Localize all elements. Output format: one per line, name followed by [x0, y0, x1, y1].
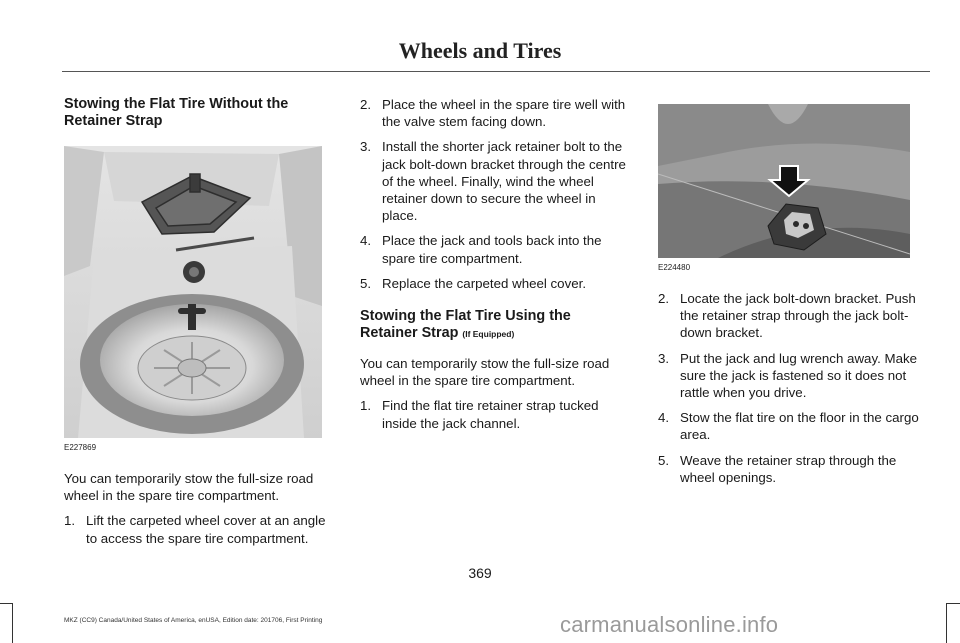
section-heading-with-strap: [360, 308, 632, 343]
figure-spare-tire-compartment: [64, 146, 326, 452]
watermark-text: carmanualsonline.info: [560, 612, 779, 637]
step-text: Stow the flat tire on the floor in the cargo area.: [680, 410, 919, 443]
list-item: [658, 452, 930, 486]
step-number: 4.: [360, 233, 372, 249]
heading-text: Stowing the Flat Tire Using the Retainer Strap: [360, 308, 571, 342]
list-item: [64, 512, 326, 546]
crop-mark: [946, 603, 947, 643]
list-item: [658, 409, 930, 443]
column-middle: [360, 96, 632, 432]
step-text: Place the jack and tools back into the spare tire compartment.: [382, 233, 602, 266]
step-text: Lift the carpeted wheel cover at an angle to access the spare tire compartment.: [86, 513, 326, 546]
step-number: 3.: [360, 139, 372, 155]
step-number: 2.: [658, 291, 670, 306]
list-item: [658, 290, 930, 342]
list-item: [360, 232, 632, 266]
step-text: Locate the jack bolt-down bracket. Push the retainer strap through the jack bolt-down bracket.: [680, 291, 916, 341]
step-text: Install the shorter jack retainer bolt to the jack bolt-down bracket through the centre of the wheel. Finally, wind the wheel retainer down to secure the wheel in place.: [382, 139, 626, 224]
column-left: [64, 96, 326, 547]
step-number: 4.: [658, 410, 670, 426]
figure-code: E227869: [64, 443, 97, 452]
step-number: 1.: [64, 513, 76, 529]
intro-paragraph: You can temporarily stow the full-size road wheel in the spare tire compartment.: [64, 471, 314, 504]
edition-footer: MKZ (CC9) Canada/United States of America, enUSA, Edition date: 201706, First Printing: [64, 617, 323, 624]
steps-list: [360, 96, 632, 292]
header-divider: [62, 71, 930, 72]
figure-code: E224480: [658, 263, 691, 272]
list-item: [360, 275, 632, 292]
step-number: 5.: [360, 275, 372, 291]
step-text: Put the jack and lug wrench away. Make sure the jack is fastened so it does not rattle when you drive.: [680, 350, 918, 401]
figure-jack-bracket: [658, 104, 930, 272]
spare-tire-compartment-illustration: [64, 146, 322, 438]
equipped-tag: (If Equipped): [462, 329, 515, 340]
step-number: 2.: [360, 97, 372, 112]
list-item: [360, 96, 632, 130]
crop-mark: [946, 603, 960, 604]
step-number: 1.: [360, 398, 372, 414]
step-text: Weave the retainer strap through the wheel openings.: [680, 452, 897, 485]
step-text: Replace the carpeted wheel cover.: [382, 275, 587, 291]
list-item: [360, 138, 632, 224]
step-number: 3.: [658, 350, 670, 366]
list-item: [658, 350, 930, 402]
steps-list: [658, 290, 930, 486]
step-text: Find the flat tire retainer strap tucked inside the jack channel.: [382, 398, 599, 431]
page-number: 369: [468, 565, 492, 581]
crop-mark: [12, 603, 13, 643]
steps-list: [360, 397, 632, 431]
crop-mark: [0, 603, 13, 604]
steps-list: [64, 512, 326, 546]
step-number: 5.: [658, 452, 670, 468]
column-right: [658, 96, 930, 486]
intro-paragraph: You can temporarily stow the full-size road wheel in the spare tire compartment.: [360, 356, 610, 389]
list-item: [360, 397, 632, 431]
step-text: Place the wheel in the spare tire well with the valve stem facing down.: [382, 97, 626, 130]
jack-bracket-illustration: [658, 104, 910, 258]
section-heading-without-strap: Stowing the Flat Tire Without the Retainer Strap: [64, 96, 289, 129]
page-header-title: Wheels and Tires: [398, 38, 562, 63]
